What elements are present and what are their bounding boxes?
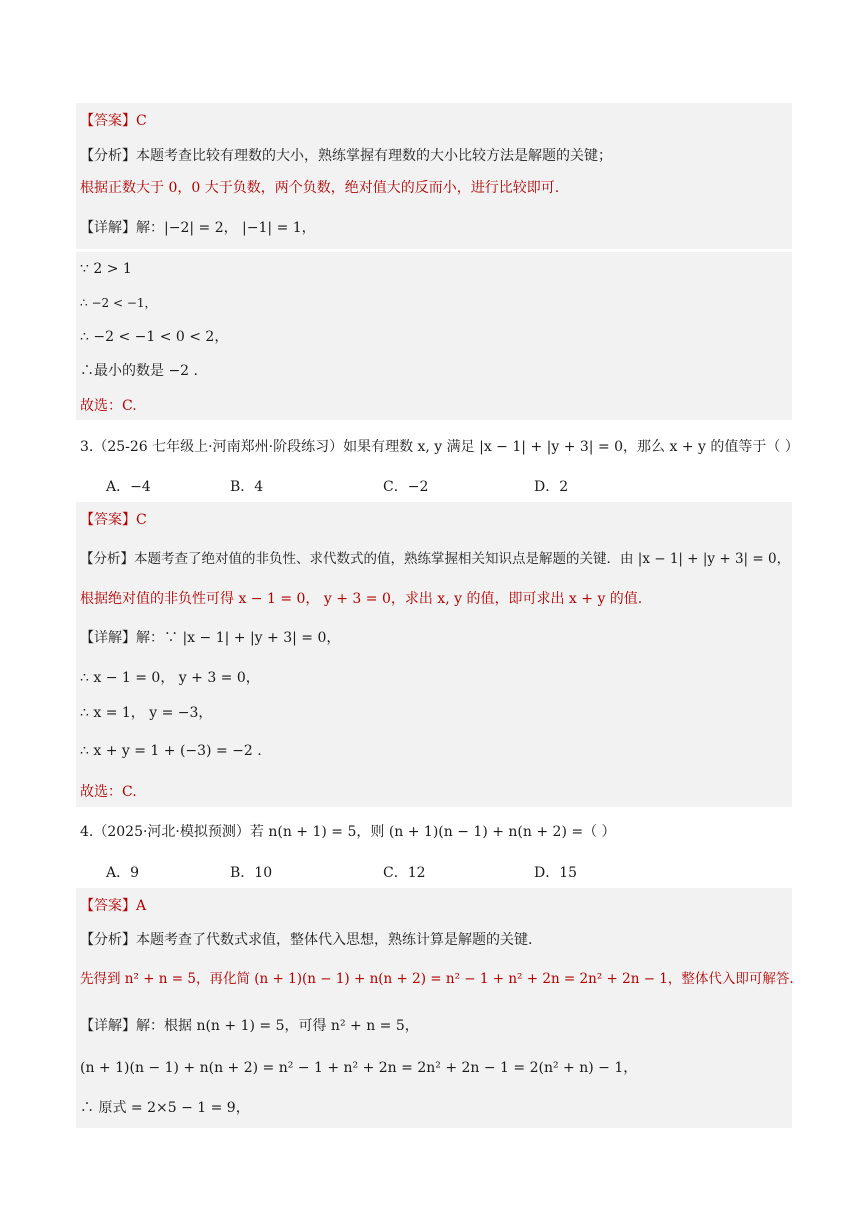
- step-2-q4: ∴ 原式 = 2×5 − 1 = 9，: [80, 1100, 250, 1116]
- q3-option-c: C．−2: [383, 479, 429, 495]
- detail-line-q3: 【详解】解：∵ |x − 1| + |y + 3| = 0，: [80, 630, 341, 646]
- q4-option-d: D．15: [534, 865, 578, 881]
- analysis-line-2-q2: 根据正数大于 0，0 大于负数，两个负数，绝对值大的反而小，进行比较即可.: [80, 180, 560, 196]
- step-5-q2: 故选：C.: [80, 398, 137, 414]
- step-1-q2: ∵ 2 > 1: [80, 261, 132, 277]
- step-3-q2: ∴ −2 < −1 < 0 < 2，: [80, 329, 229, 345]
- q3-option-d: D．2: [534, 479, 569, 495]
- q3-option-a: A．−4: [106, 479, 151, 495]
- analysis-line-1-q4: 【分析】本题考查了代数式求值，整体代入思想，熟练计算是解题的关键.: [80, 932, 533, 948]
- answer-label-q3: 【答案】C: [80, 512, 147, 528]
- answer-label-q4: 【答案】A: [80, 898, 147, 914]
- step-2-q3: ∴ x = 1， y = −3，: [80, 705, 213, 721]
- solution-box-q3: [76, 502, 792, 807]
- step-1-q4: (n + 1)(n − 1) + n(n + 2) = n² − 1 + n² + 2n = 2n² + 2n − 1 = 2(n² + n) − 1，: [80, 1060, 638, 1076]
- question-4-stem: 4.（2025·河北·模拟预测）若 n(n + 1) = 5，则 (n + 1)(n − 1) + n(n + 2) =（ ）: [80, 824, 616, 840]
- step-1-q3: ∴ x − 1 = 0， y + 3 = 0，: [80, 670, 260, 686]
- q4-option-b: B．10: [230, 865, 273, 881]
- question-3-stem: 3.（25-26 七年级上·河南郑州·阶段练习）如果有理数 x, y 满足 |x − 1| + |y + 3| = 0，那么 x + y 的值等于（ ）: [80, 439, 799, 455]
- analysis-line-2-q3: 根据绝对值的非负性可得 x − 1 = 0， y + 3 = 0，求出 x, y 的值，即可求出 x + y 的值.: [80, 591, 643, 607]
- analysis-line-1-q2: 【分析】本题考查比较有理数的大小，熟练掌握有理数的大小比较方法是解题的关键；: [80, 148, 612, 164]
- analysis-line-1-q3: 【分析】本题考查了绝对值的非负性、求代数式的值，熟练掌握相关知识点是解题的关键．由 |x − 1| + |y + 3| = 0，: [80, 551, 791, 567]
- q4-option-a: A．9: [106, 865, 140, 881]
- step-3-q3: ∴ x + y = 1 + (−3) = −2 .: [80, 743, 262, 759]
- answer-label-q2: 【答案】C: [80, 113, 147, 129]
- q3-option-b: B．4: [230, 479, 264, 495]
- step-4-q2: ∴最小的数是 −2 .: [80, 363, 198, 379]
- q4-option-c: C．12: [383, 865, 426, 881]
- solution-box-q4: [76, 888, 792, 1128]
- detail-line-q4: 【详解】解：根据 n(n + 1) = 5，可得 n² + n = 5，: [80, 1018, 419, 1034]
- step-4-q3: 故选：C.: [80, 784, 137, 800]
- detail-line-q2: 【详解】解：|−2| = 2， |−1| = 1，: [80, 220, 316, 236]
- step-2-q2: ∴ −2 < −1，: [80, 296, 157, 310]
- analysis-line-2-q4: 先得到 n² + n = 5，再化简 (n + 1)(n − 1) + n(n + 2) = n² − 1 + n² + 2n = 2n² + 2n − 1，整体代入即可解答.: [80, 971, 794, 987]
